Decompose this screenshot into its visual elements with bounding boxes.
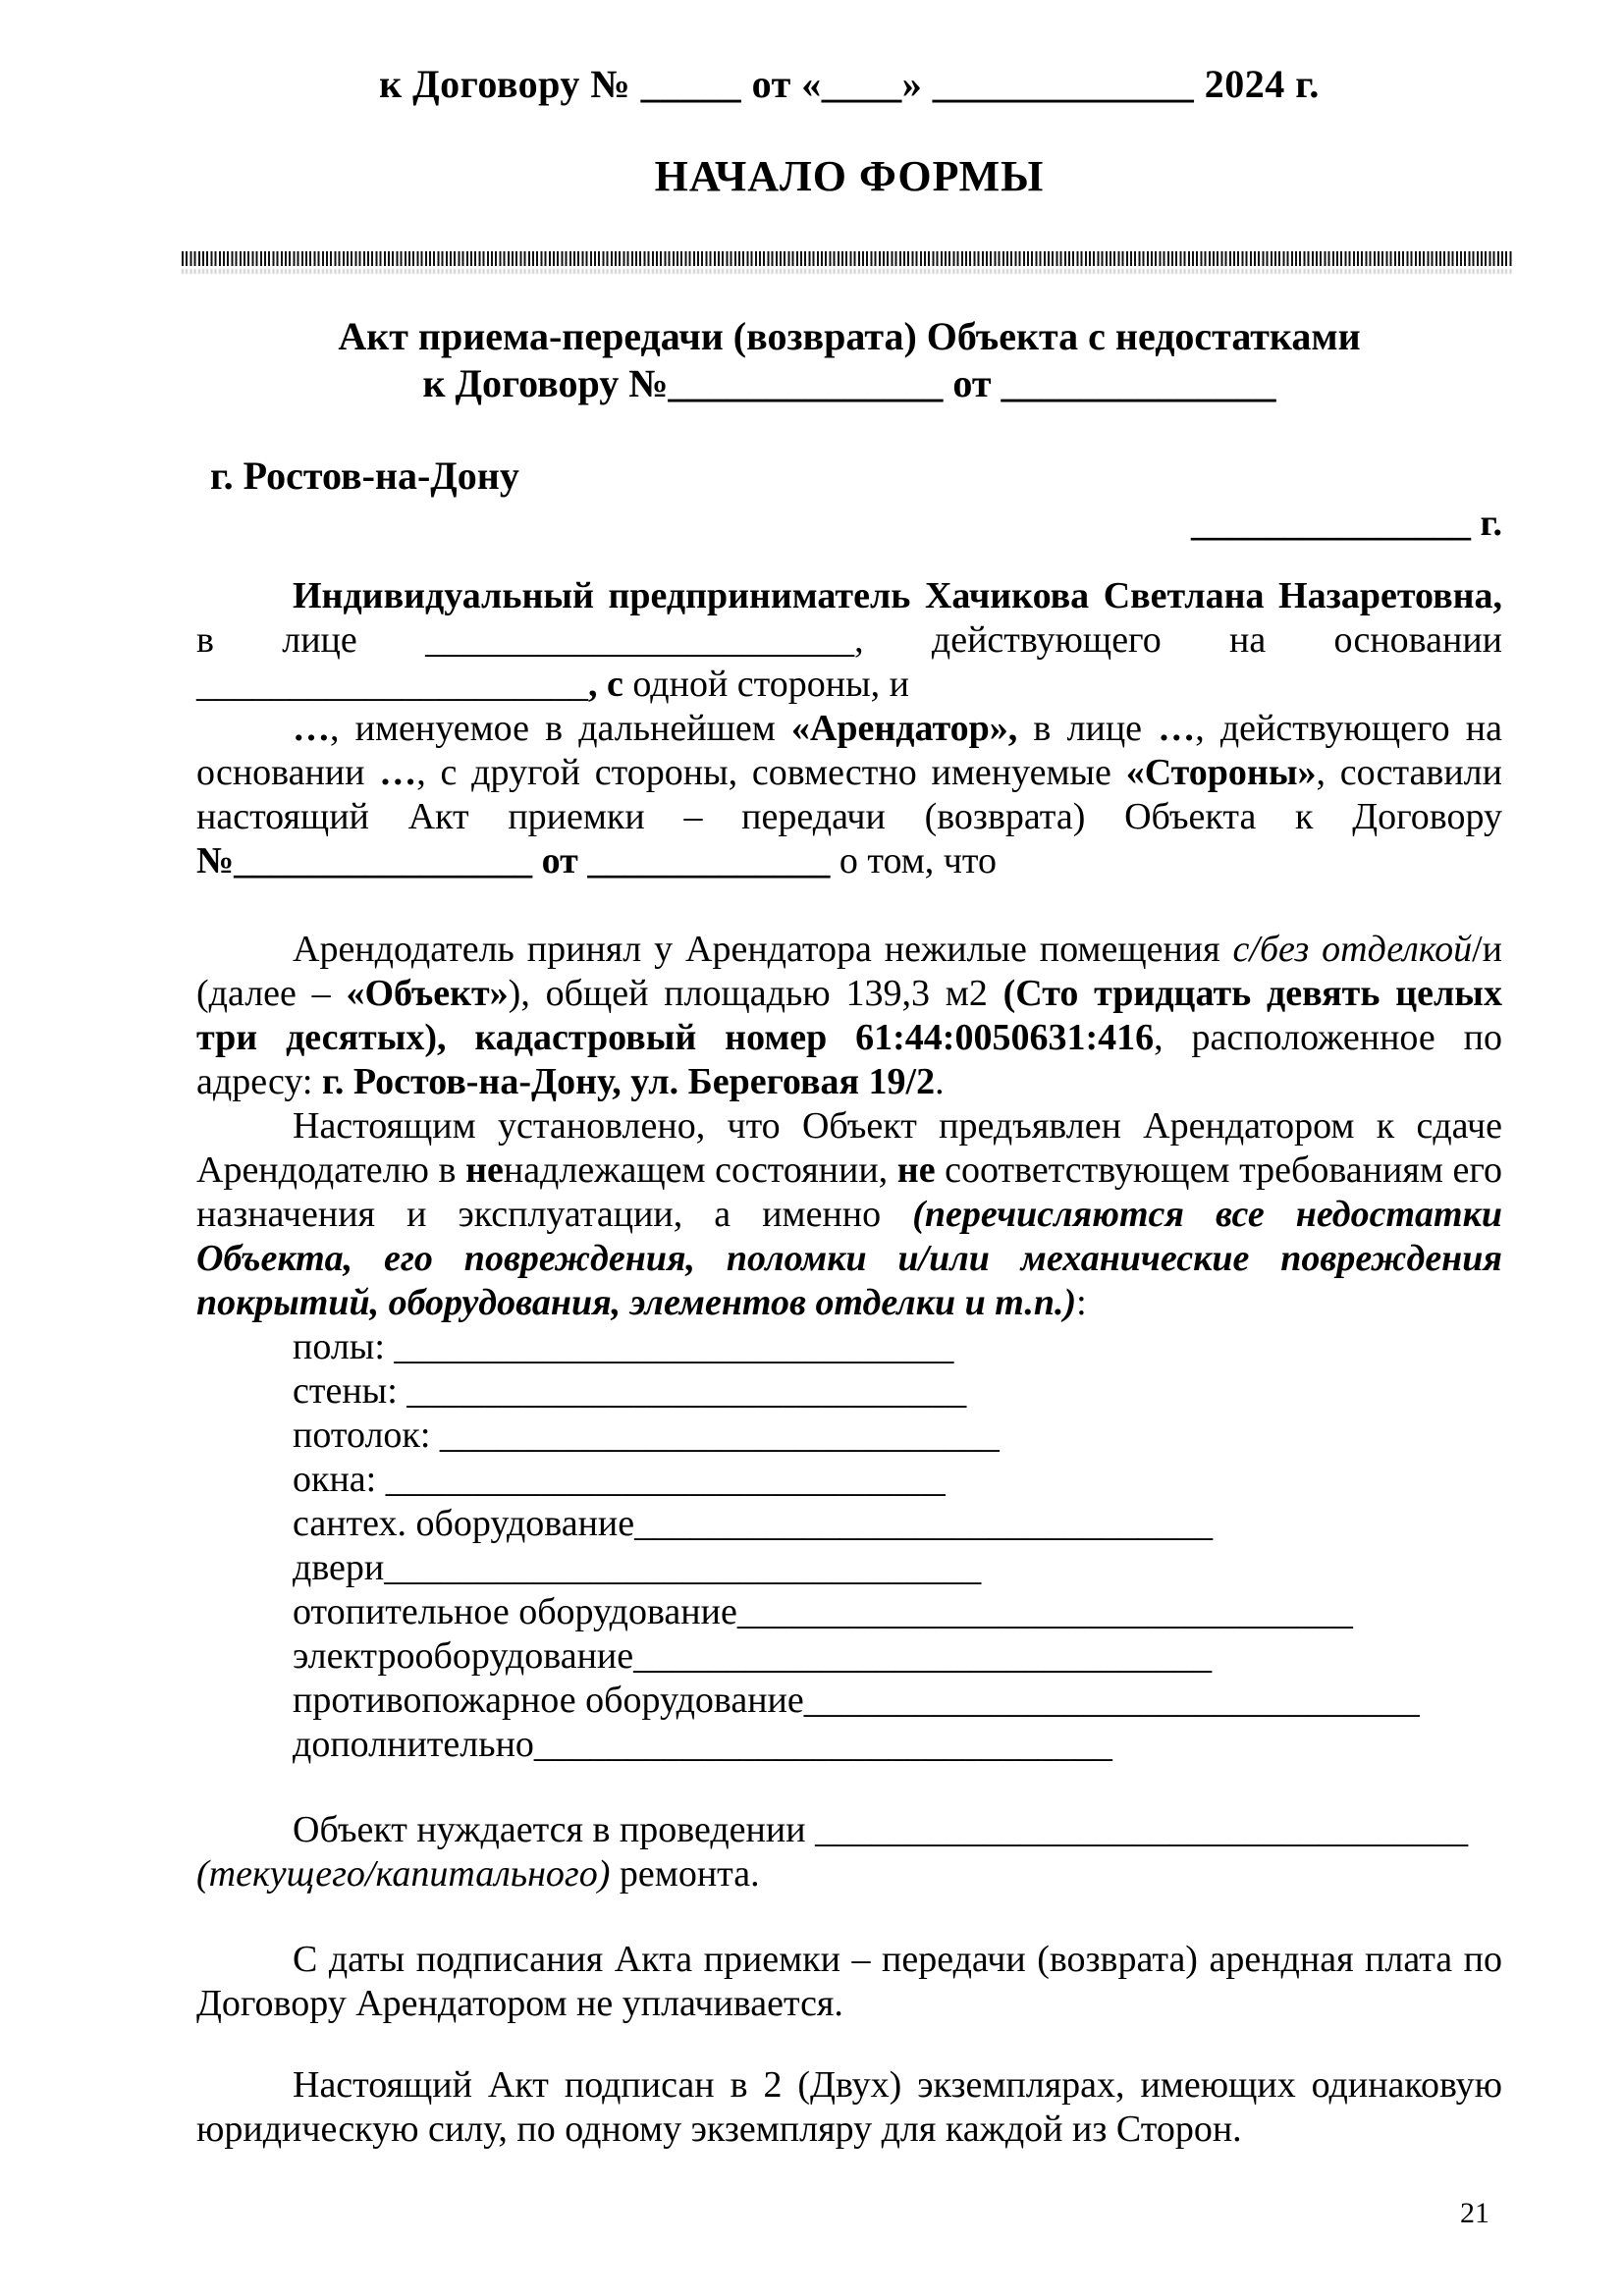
paragraph-parties-lessee: …, именуемое в дальнейшем «Арендатор», в лице …, действующего на основании …, с другой стороны, совместно именуемые «Стороны», составили настоящий Акт приемки – передачи (возврата) Объекта к Договору №________________ от _____________ о том, что — [196, 708, 1502, 881]
paragraph-object: Арендодатель принял у Арендатора нежилые помещения с/без отделкой/и (далее – «Объект»), общей площадью 139,3 м2 (Сто тридцать девять целых три десятых), кадастровый номер 61:44:0050631:416, расположенное по адресу: г. Ростов-на-Дону, ул. Береговая 19/2. — [196, 929, 1503, 1102]
date-blank-line: _______________ г. — [1191, 503, 1502, 544]
contract-reference-line: к Договору № _____ от «____» _____________ 2024 г. — [379, 62, 1320, 106]
document-title-line1: Акт приема-передачи (возврата) Объекта с недостатками — [338, 314, 1361, 358]
defects-list — [196, 1325, 1502, 1767]
divider-stripe — [182, 251, 1512, 266]
defect-item-windows: окна: ______________________________ — [293, 1459, 946, 1500]
document-title-line2: к Договору №______________ от ______________ — [422, 361, 1276, 405]
place-line: г. Ростов-на-Дону — [210, 454, 519, 498]
paragraph-parties-lessor: Индивидуальный предприниматель Хачикова Светлана Назаретовна, в лице _______________________, действующего на основании _____________________, с одной стороны, и — [196, 575, 1502, 705]
defect-item-additional: дополнительно_______________________________ — [293, 1724, 1112, 1765]
document-title — [196, 313, 1502, 407]
defect-item-ceiling: потолок: ______________________________ — [293, 1415, 1000, 1456]
paragraph-condition: Настоящим установлено, что Объект предъявлен Арендатором к сдаче Арендодателю в ненадлежащем состоянии, не соответствующем требованиям его назначения и эксплуатации, а именно (перечисляются все недостатки Объекта, его повреждения, поломки и/или механические повреждения покрытий, оборудования, элементов отделки и т.п.): — [196, 1105, 1503, 1323]
divider-stripe-echo — [182, 269, 1512, 274]
defect-item-floors: полы: ______________________________ — [293, 1326, 954, 1367]
main-text — [196, 574, 1502, 2152]
defect-item-heating: отопительное оборудование_________________________________ — [293, 1591, 1353, 1632]
page-number: 21 — [1460, 2197, 1489, 2229]
paragraph-copies: Настоящий Акт подписан в 2 (Двух) экземплярах, имеющих одинаковую юридическую силу, по одному экземпляру для каждой из Сторон. — [196, 2064, 1502, 2150]
form-begin-marker: НАЧАЛО ФОРМЫ — [654, 152, 1045, 200]
defect-item-plumbing: сантех. оборудование_______________________________ — [293, 1503, 1214, 1544]
form-field-divider — [182, 251, 1512, 274]
defect-item-walls: стены: ______________________________ — [293, 1370, 967, 1412]
paragraph-rent: С даты подписания Акта приемки – передачи (возврата) арендная плата по Договору Арендатором не уплачивается. — [196, 1939, 1502, 2024]
defect-item-doors: двери________________________________ — [293, 1547, 982, 1588]
defect-item-electrical: электрооборудование_______________________________ — [293, 1635, 1213, 1677]
defect-item-fire-safety: противопожарное оборудование_________________________________ — [293, 1680, 1420, 1721]
paragraph-repair: Объект нуждается в проведении ___________________________________ (текущего/капитального) ремонта. — [196, 1809, 1469, 1895]
